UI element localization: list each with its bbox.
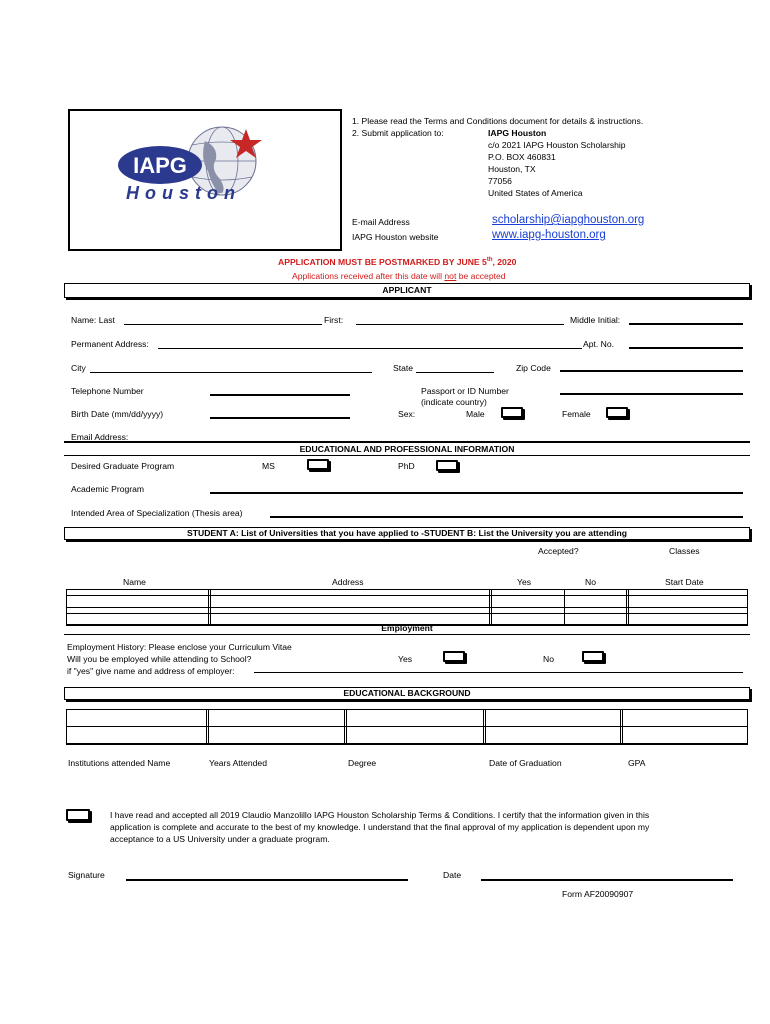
- website-link[interactable]: www.iapg-houston.org: [492, 229, 606, 241]
- col-years: Years Attended: [209, 758, 267, 768]
- employment-yes-label: Yes: [398, 654, 413, 664]
- logo-iapg-text: IAPG: [133, 153, 187, 178]
- table-col-line: [747, 589, 748, 624]
- city-field[interactable]: [90, 372, 372, 373]
- employment-if-yes: if "yes" give name and address of employer:: [67, 666, 235, 676]
- late-notice: [292, 271, 506, 281]
- employment-history: Employment History: Please enclose your Curriculum Vitae: [67, 642, 292, 652]
- email-link[interactable]: scholarship@iapghouston.org: [492, 214, 645, 226]
- col-gpa: GPA: [628, 758, 646, 768]
- city-label: City: [71, 363, 86, 373]
- male-checkbox[interactable]: [501, 407, 523, 418]
- employment-header: Employment: [381, 623, 433, 633]
- table-col-line: [489, 589, 492, 624]
- postmark-notice: [278, 257, 516, 267]
- ms-label: MS: [262, 461, 275, 471]
- state-label: State: [393, 363, 414, 373]
- birth-date-field[interactable]: [210, 417, 350, 419]
- table-row-line: [66, 709, 748, 710]
- table-col-line: [564, 589, 565, 624]
- col-address: Address: [332, 577, 364, 587]
- address-line: 77056: [488, 176, 512, 186]
- table-row-line: [66, 607, 748, 608]
- table-col-line: [626, 589, 629, 624]
- email-label: E-mail Address: [352, 217, 410, 227]
- table-row-line: [66, 589, 748, 590]
- col-degree: Degree: [348, 758, 377, 768]
- middle-initial-field[interactable]: [629, 323, 743, 325]
- zip-label: Zip Code: [516, 363, 551, 373]
- employment-divider: [64, 634, 750, 635]
- certification-line-1: I have read and accepted all 2019 Claudio Manzolillo IAPG Houston Scholarship Terms & Conditions. I certify that the information given in this: [110, 810, 650, 820]
- col-yes: Yes: [517, 577, 532, 587]
- passport-field[interactable]: [560, 393, 743, 395]
- table-col-line: [206, 709, 209, 743]
- col-name: Name: [123, 577, 146, 587]
- table-col-line: [66, 589, 67, 624]
- certification-checkbox[interactable]: [66, 809, 90, 821]
- permanent-address-label: Permanent Address:: [71, 339, 149, 349]
- table-col-line: [208, 589, 211, 624]
- address-line: Houston, TX: [488, 164, 536, 174]
- intended-area-label: Intended Area of Specialization (Thesis area): [71, 508, 243, 518]
- employment-no-checkbox[interactable]: [582, 651, 604, 662]
- male-label: Male: [466, 409, 485, 419]
- address-name: IAPG Houston: [488, 128, 547, 138]
- table-row-line: [66, 726, 748, 727]
- female-checkbox[interactable]: [606, 407, 628, 418]
- table-col-line: [747, 709, 748, 743]
- table-col-line: [344, 709, 347, 743]
- table-row-line: [66, 743, 748, 745]
- table-row-line: [66, 613, 748, 614]
- desired-program-label: Desired Graduate Program: [71, 461, 175, 471]
- apt-label: Apt. No.: [583, 339, 615, 349]
- background-title: EDUCATIONAL BACKGROUND: [343, 688, 471, 698]
- table-row-line: [66, 595, 748, 596]
- signature-label: Signature: [68, 870, 105, 880]
- background-header: [64, 687, 750, 700]
- students-title: STUDENT A: List of Universities that you have applied to -STUDENT B: List the University you are attending: [187, 528, 627, 538]
- employment-no-label: No: [543, 654, 554, 664]
- certification-line-2: application is complete and accurate to the best of my knowledge. I understand that the final approval of my application is dependent upon my: [110, 822, 650, 832]
- date-field[interactable]: [481, 879, 733, 881]
- late-not: not: [444, 271, 457, 281]
- instruction-2: 2. Submit application to:: [352, 128, 444, 138]
- applicant-title: APPLICANT: [382, 285, 432, 295]
- table-col-line: [620, 709, 623, 743]
- ms-checkbox[interactable]: [307, 459, 329, 470]
- employment-yes-checkbox[interactable]: [443, 651, 465, 662]
- applicant-header: [64, 283, 750, 298]
- col-no: No: [585, 577, 596, 587]
- email-address-label: Email Address:: [71, 432, 129, 442]
- accepted-label: Accepted?: [538, 546, 579, 556]
- zip-field[interactable]: [560, 370, 743, 372]
- passport-note: (indicate country): [421, 397, 487, 407]
- late-text: Applications received after this date will: [292, 271, 445, 281]
- employment-question: Will you be employed while attending to School?: [67, 654, 252, 664]
- postmark-sup: th: [486, 257, 493, 264]
- instruction-1: 1. Please read the Terms and Conditions document for details & instructions.: [352, 116, 644, 126]
- state-field[interactable]: [416, 372, 494, 373]
- first-name-field[interactable]: [356, 324, 564, 325]
- name-last-label: Name: Last: [71, 315, 115, 325]
- logo-houston-text: Houston: [126, 183, 241, 203]
- academic-program-field[interactable]: [210, 492, 743, 494]
- academic-program-label: Academic Program: [71, 484, 145, 494]
- last-name-field[interactable]: [124, 324, 322, 325]
- phd-label: PhD: [398, 461, 415, 471]
- website-label: IAPG Houston website: [352, 232, 439, 242]
- education-divider: [64, 441, 750, 443]
- first-name-label: First:: [324, 315, 344, 325]
- sex-label: Sex:: [398, 409, 416, 419]
- classes-label: Classes: [669, 546, 700, 556]
- certification-line-3: acceptance to a US University under a graduate program.: [110, 834, 330, 844]
- form-id: Form AF20090907: [562, 889, 634, 899]
- col-graduation: Date of Graduation: [489, 758, 562, 768]
- address-line: United States of America: [488, 188, 583, 198]
- apt-field[interactable]: [629, 347, 743, 349]
- iapg-houston-logo: [70, 111, 340, 249]
- middle-initial-label: Middle Initial:: [570, 315, 621, 325]
- telephone-field[interactable]: [210, 394, 350, 396]
- logo-box: [68, 109, 342, 251]
- date-label: Date: [443, 870, 462, 880]
- birth-date-label: Birth Date (mm/dd/yyyy): [71, 409, 164, 419]
- passport-label: Passport or ID Number: [421, 386, 509, 396]
- education-header: EDUCATIONAL AND PROFESSIONAL INFORMATION: [299, 444, 515, 454]
- table-col-line: [66, 709, 67, 743]
- postmark-text: APPLICATION MUST BE POSTMARKED BY JUNE 5: [278, 257, 487, 267]
- education-divider-bottom: [64, 455, 750, 456]
- postmark-year: , 2020: [492, 257, 517, 267]
- col-institutions: Institutions attended Name: [68, 758, 171, 768]
- late-text-end: be accepted: [456, 271, 506, 281]
- address-line: c/o 2021 IAPG Houston Scholarship: [488, 140, 626, 150]
- phd-checkbox[interactable]: [436, 460, 458, 471]
- address-line: P.O. BOX 460831: [488, 152, 556, 162]
- permanent-address-field[interactable]: [158, 348, 582, 349]
- signature-field[interactable]: [126, 879, 408, 881]
- students-header: [64, 527, 750, 540]
- table-col-line: [483, 709, 486, 743]
- telephone-label: Telephone Number: [71, 386, 144, 396]
- col-start-date: Start Date: [665, 577, 704, 587]
- intended-area-field[interactable]: [270, 516, 743, 518]
- female-label: Female: [562, 409, 591, 419]
- employer-field[interactable]: [254, 672, 743, 673]
